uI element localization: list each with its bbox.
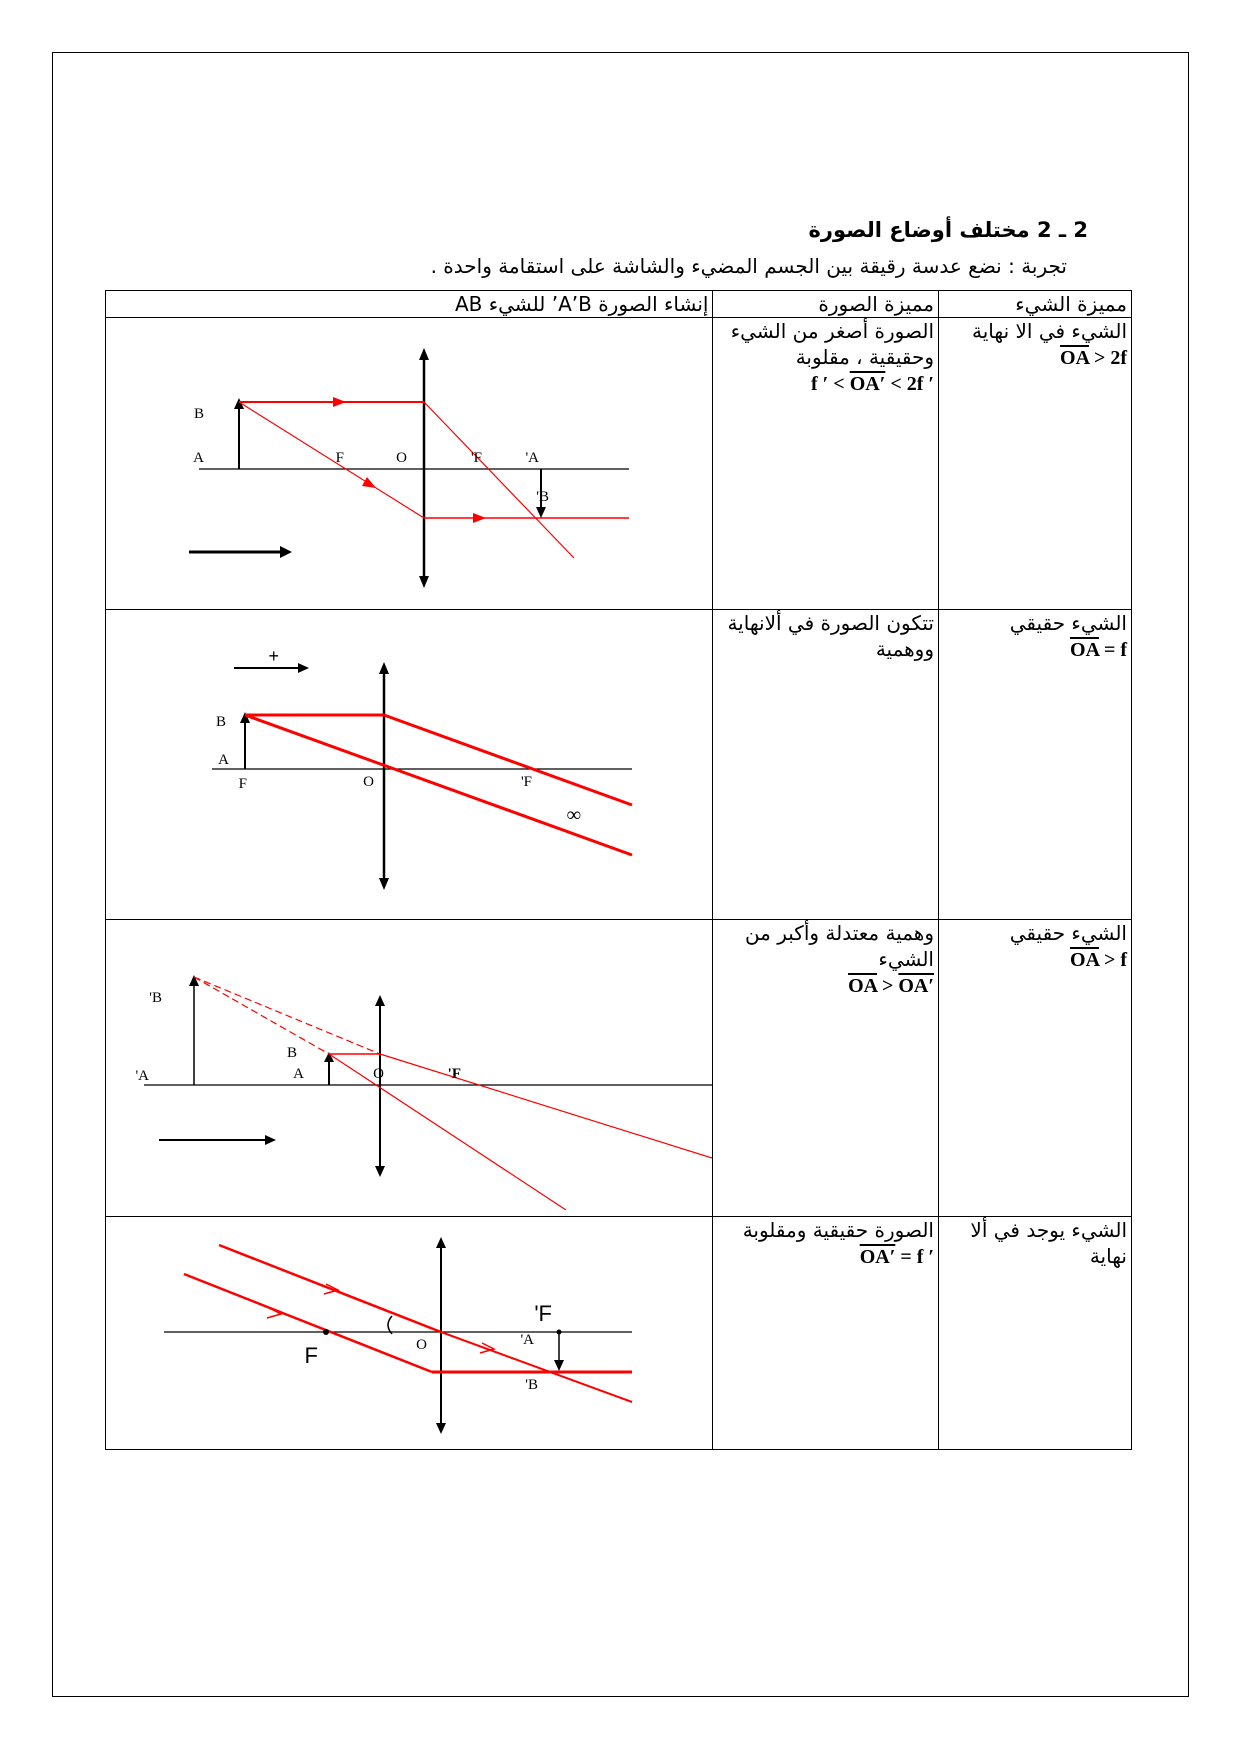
label-F-prime: F' [448,1066,462,1082]
section-heading: 2 ـ 2 مختلف أوضاع الصورة [808,218,1088,242]
header-object: مميزة الشيء [939,291,1132,318]
image-cell [713,318,939,610]
label-infinity: ∞ [567,804,582,826]
image-arrow-head [189,975,199,986]
lens-top-arrow [419,348,429,360]
ray-refracted [380,1054,712,1158]
object-condition: $\overline{OA} > 2f$ [1060,347,1127,369]
lens-bottom-arrow [379,878,389,890]
image-description: الصورة أصغر من الشيء وحقيقية ، مقلوبة [730,319,934,369]
label-B-prime: B' [149,990,163,1006]
image-description: الصورة حقيقية ومقلوبة [742,1218,934,1242]
ray-diagram-2 [114,610,712,913]
label-O: O [396,450,408,466]
object-description: الشيء يوجد في ألا نهاية [970,1218,1127,1268]
table-row [106,920,1132,1217]
construction-cell [106,920,713,1217]
label-F-prime: F' [521,774,533,790]
label-A-prime: A' [520,1332,535,1348]
header-image: مميزة الصورة [713,291,939,318]
label-B-prime: B' [525,1377,539,1393]
experiment-text: تجربة : نضع عدسة رقيقة بين الجسم المضيء والشاشة على استقامة واحدة . [430,254,1067,278]
label-O: O [363,774,375,790]
image-arrow-head [554,1360,564,1371]
label-F: F [305,1343,319,1368]
label-F: F [239,776,248,792]
object-description: الشيء حقيقي [1009,611,1127,635]
table-header-row [106,291,1132,318]
construction-cell [106,1217,713,1450]
direction-arrow-head [298,663,309,673]
direction-arrow-head [280,546,292,558]
label-B: B [216,714,227,730]
construction-cell [106,610,713,920]
image-positions-table [105,290,1132,1450]
direction-arrow-head [265,1135,276,1145]
ray-direction-arrow [362,477,376,488]
ray-refracted [424,402,574,558]
table-row [106,610,1132,920]
lens-top-arrow [375,995,385,1006]
label-F: F [336,450,345,466]
label-A-prime: A' [525,450,540,466]
object-cell [939,318,1132,610]
image-condition: $\overline{OA} > OA'$ [848,975,934,997]
label-A: A [218,752,230,768]
table-row [106,1217,1132,1450]
lens-bottom-arrow [375,1166,385,1177]
label-A-prime: A' [135,1068,150,1084]
label-O: O [373,1066,385,1082]
virtual-ray [194,977,380,1054]
label-F-prime: F' [534,1301,553,1326]
object-condition: $\overline{OA} = f$ [1070,639,1127,661]
label-O: O [416,1337,428,1353]
lens-bottom-arrow [419,576,429,588]
object-cell [939,610,1132,920]
ray-refracted [384,715,632,805]
label-A: A [293,1066,305,1082]
image-cell [713,920,939,1217]
virtual-ray [194,977,329,1054]
object-cell [939,920,1132,1217]
ray-through-center [219,1245,441,1332]
image-description: تتكون الصورة في ألانهاية ووهمية [727,611,934,661]
object-description: الشيء حقيقي [1009,921,1127,945]
ray-diagram-4 [114,1217,712,1443]
image-cell [713,610,939,920]
focal-point-dot [323,1329,329,1335]
lens-top-arrow [379,662,389,674]
lens-top-arrow [436,1237,446,1248]
angle-arc [388,1316,392,1334]
ray-diagram-3 [114,920,712,1210]
image-description: وهمية معتدلة وأكبر من الشيء [744,921,934,971]
ray-direction-arrow [473,513,486,523]
image-arrow-head [536,507,546,518]
object-cell [939,1217,1132,1450]
label-A: A [193,450,205,466]
image-condition: f ′ < OA′ < 2f ′ [811,373,934,395]
ray-diagram-1 [114,318,712,603]
table-row [106,318,1132,610]
image-cell [713,1217,939,1450]
label-F-prime: F' [471,450,483,466]
label-B: B [287,1045,298,1061]
ray-direction-arrow [333,397,346,407]
construction-cell [106,318,713,610]
object-condition: $\overline{OA} > f$ [1070,949,1127,971]
label-plus: + [268,646,280,666]
label-B: B [194,406,205,422]
image-condition: OA′ = f ′ [859,1246,934,1268]
lens-bottom-arrow [436,1423,446,1434]
object-description: الشيء في الا نهاية [972,319,1127,343]
label-B-prime: B' [536,489,550,505]
header-construction: إنشاء الصورة A’B’ للشيء AB [106,291,713,318]
